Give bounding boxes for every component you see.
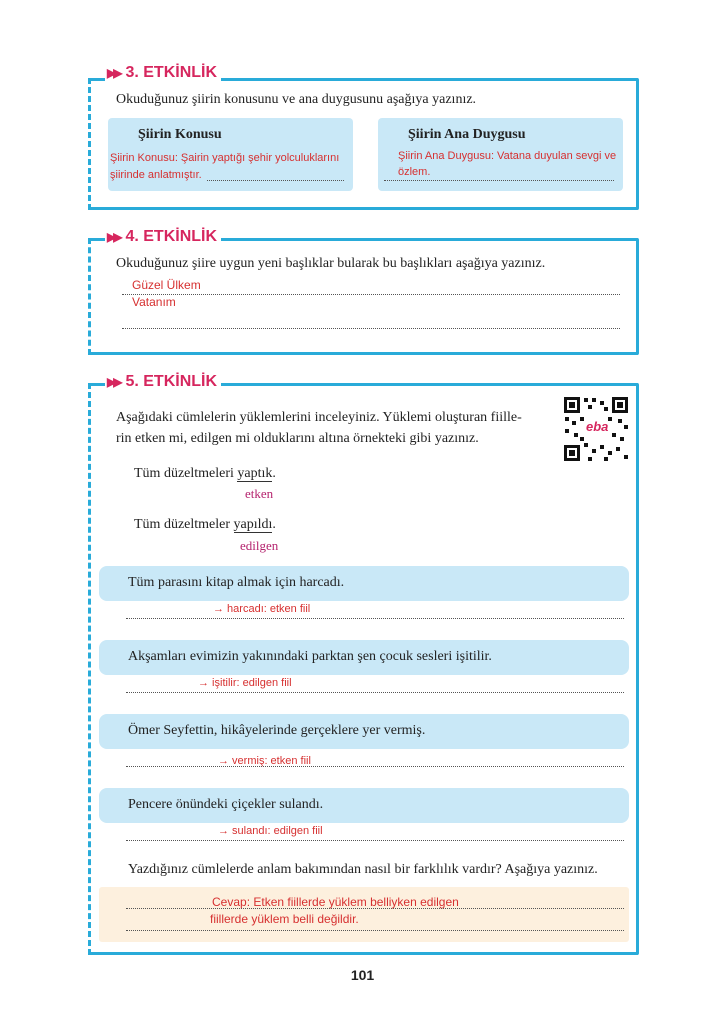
example-type-1: etken bbox=[245, 486, 274, 501]
sentence-1: Tüm parasını kitap almak için harcadı. bbox=[128, 575, 345, 590]
activity-4-title: ▶▶ 4. ETKİNLİK bbox=[105, 228, 221, 246]
double-chevron-icon: ▶▶ bbox=[107, 230, 120, 244]
sentence-2-answer: → işitilir: edilgen fiil bbox=[198, 677, 292, 689]
topic-heading: Şiirin Konusu bbox=[138, 127, 222, 142]
example-verb-1: yaptık bbox=[237, 466, 273, 481]
sentence-2: Akşamları evimizin yakınındaki parktan şen çocuk sesleri işitilir. bbox=[128, 649, 492, 664]
sentence-4-answer: → sulandı: edilgen fiil bbox=[218, 825, 323, 837]
activity-3-title: ▶▶ 3. ETKİNLİK bbox=[105, 64, 221, 82]
emotion-answer-line2: özlem. bbox=[398, 166, 431, 178]
example-verb-2: yapıldı bbox=[233, 517, 273, 532]
activity-5-instruction-line2: rin etken mi, edilgen mi olduklarını altına örnekteki gibi yazınız. bbox=[116, 431, 479, 446]
final-answer-line2: fiillerde yüklem belli değildir. bbox=[210, 912, 359, 926]
sentence-4: Pencere önündeki çiçekler sulandı. bbox=[128, 797, 324, 812]
final-question: Yazdığınız cümlelerde anlam bakımından nasıl bir farklılık vardır? Aşağıya yazınız. bbox=[128, 862, 598, 877]
topic-answer-line2: şiirinde anlatmıştır. bbox=[110, 169, 202, 181]
activity-4-instruction: Okuduğunuz şiire uygun yeni başlıklar bularak bu başlıkları aşağıya yazınız. bbox=[116, 256, 546, 271]
sentence-3-answer: → vermiş: etken fiil bbox=[218, 755, 311, 767]
final-answer-line1: Cevap: Etken fiillerde yüklem belliyken edilgen bbox=[212, 895, 459, 909]
sentence-3: Ömer Seyfettin, hikâyelerinde gerçeklere yer vermiş. bbox=[128, 723, 426, 738]
example-type-2: edilgen bbox=[240, 538, 279, 553]
double-chevron-icon: ▶▶ bbox=[107, 375, 120, 389]
topic-answer-line1: Şiirin Konusu: Şairin yaptığı şehir yolculuklarını bbox=[110, 152, 340, 164]
title-answer-2: Vatanım bbox=[132, 295, 176, 309]
page-number: 101 bbox=[350, 967, 375, 983]
title-answer-1: Güzel Ülkem bbox=[132, 278, 201, 292]
double-chevron-icon: ▶▶ bbox=[107, 66, 120, 80]
sentence-1-answer: → harcadı: etken fiil bbox=[213, 603, 311, 615]
example-sentence-2: Tüm düzeltmeler yapıldı. bbox=[134, 517, 276, 532]
activity-3-instruction: Okuduğunuz şiirin konusunu ve ana duygusunu aşağıya yazınız. bbox=[116, 92, 477, 107]
qr-code[interactable] bbox=[562, 395, 630, 463]
eba-logo: eba bbox=[586, 419, 609, 434]
emotion-heading: Şiirin Ana Duygusu bbox=[408, 127, 526, 142]
activity-5-title: ▶▶ 5. ETKİNLİK bbox=[105, 373, 221, 391]
activity-5-instruction-line1: Aşağıdaki cümlelerin yüklemlerini inceleyiniz. Yüklemi oluşturan fiille- bbox=[116, 410, 522, 425]
emotion-answer-line1: Şiirin Ana Duygusu: Vatana duyulan sevgi ve bbox=[398, 150, 617, 162]
example-sentence-1: Tüm düzeltmeleri yaptık. bbox=[134, 466, 276, 481]
